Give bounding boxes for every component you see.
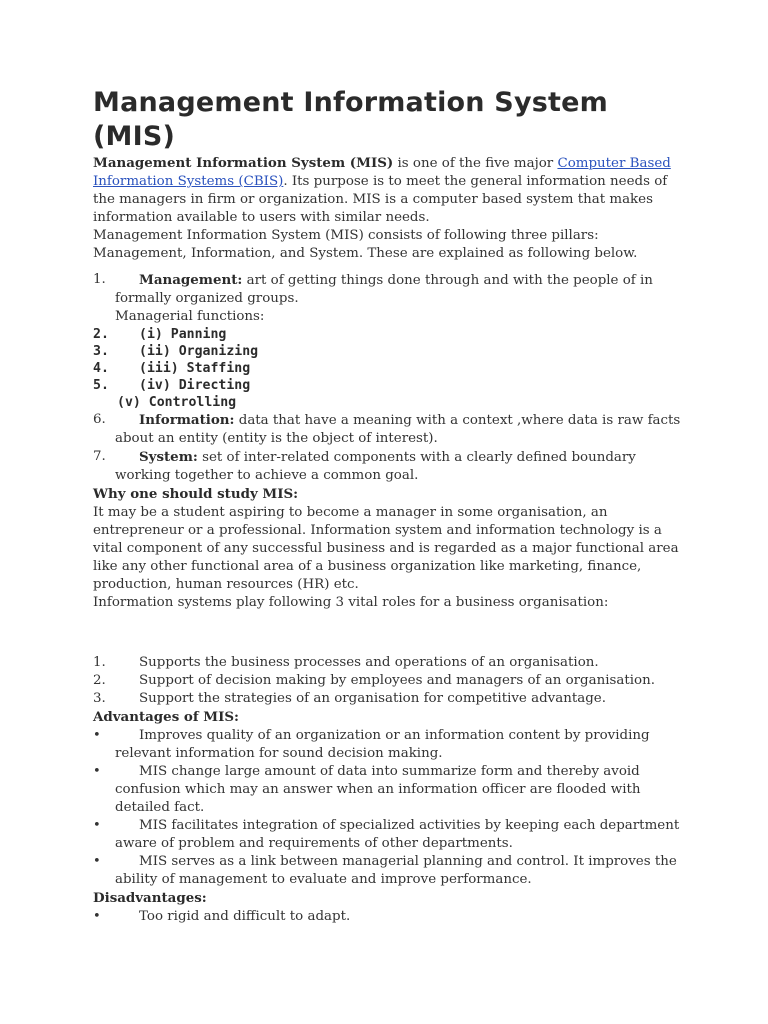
list-marker: 7. bbox=[93, 449, 106, 464]
list-marker: 1. bbox=[93, 272, 106, 287]
role-item bbox=[93, 690, 683, 708]
bullet-icon: • bbox=[93, 764, 101, 779]
list-marker: 3. bbox=[93, 691, 106, 706]
why-heading: Why one should study MIS: bbox=[93, 486, 299, 502]
advantage-item bbox=[93, 727, 683, 763]
function-label: (i) Panning bbox=[139, 327, 227, 342]
desc-information: data that have a meaning with a context ,where data is raw facts about an entity (entity is the object of interest). bbox=[115, 413, 681, 446]
intro-text-1: is one of the five major bbox=[393, 156, 558, 171]
role-item bbox=[93, 672, 683, 690]
disadvantage-item bbox=[93, 908, 683, 926]
advantage-item bbox=[93, 853, 683, 889]
pillars-paragraph: Management Information System (MIS) consists of following three pillars: Management, Information, and System. These are explained as following below. bbox=[93, 228, 638, 261]
list-item-management bbox=[93, 271, 683, 326]
advantage-text: Improves quality of an organization or an information content by providing relevant information for sound decision making. bbox=[115, 728, 650, 761]
function-item bbox=[93, 360, 683, 377]
document-page bbox=[93, 86, 683, 926]
function-label: (iii) Staffing bbox=[139, 361, 251, 376]
advantages-heading: Advantages of MIS: bbox=[93, 709, 239, 725]
list-marker: 5. bbox=[93, 378, 109, 393]
function-label: (ii) Organizing bbox=[139, 344, 259, 359]
intro-bold-lead: Management Information System (MIS) bbox=[93, 155, 394, 171]
role-text: Support of decision making by employees and managers of an organisation. bbox=[139, 673, 655, 688]
disadvantage-text: Too rigid and difficult to adapt. bbox=[139, 909, 351, 924]
role-text: Support the strategies of an organisation for competitive advantage. bbox=[139, 691, 606, 706]
bullet-icon: • bbox=[93, 728, 101, 743]
intro-paragraph bbox=[93, 154, 683, 227]
advantage-item bbox=[93, 763, 683, 817]
advantage-text: MIS change large amount of data into summarize form and thereby avoid confusion which may an answer when an information officer are flooded with detailed fact. bbox=[115, 764, 641, 815]
function-item-last: (v) Controlling bbox=[117, 395, 237, 410]
list-marker: 2. bbox=[93, 673, 106, 688]
function-item bbox=[93, 377, 683, 394]
bullet-icon: • bbox=[93, 909, 101, 924]
term-information: Information: bbox=[139, 412, 235, 428]
function-item bbox=[93, 343, 683, 360]
functions-list bbox=[93, 326, 683, 411]
role-text: Supports the business processes and operations of an organisation. bbox=[139, 655, 599, 670]
function-item bbox=[93, 326, 683, 343]
cbis-link[interactable]: Computer Based Information Systems (CBIS) bbox=[93, 156, 671, 189]
list-marker: 2. bbox=[93, 327, 109, 342]
roles-intro: Information systems play following 3 vital roles for a business organisation: bbox=[93, 595, 609, 610]
advantage-text: MIS serves as a link between managerial planning and control. It improves the ability of management to evaluate and improve performance. bbox=[115, 854, 677, 887]
advantage-text: MIS facilitates integration of specialized activities by keeping each department aware of problem and requirements of other departments. bbox=[115, 818, 680, 851]
list-item-system bbox=[93, 448, 683, 485]
bullet-icon: • bbox=[93, 818, 101, 833]
managerial-functions-label: Managerial functions: bbox=[115, 309, 265, 324]
term-system: System: bbox=[139, 449, 198, 465]
list-marker: 1. bbox=[93, 655, 106, 670]
bullet-icon: • bbox=[93, 854, 101, 869]
list-marker: 3. bbox=[93, 344, 109, 359]
why-paragraph: It may be a student aspiring to become a manager in some organisation, an entrepreneur or a professional. Information system and information technology is a vital component of any successful business and is regarded as a major functional area like any other functional area of a business organization like marketing, finance, production, human resources (HR) etc. bbox=[93, 505, 679, 592]
list-item-information bbox=[93, 411, 683, 448]
desc-management: art of getting things done through and with the people of in formally organized groups. bbox=[115, 273, 653, 306]
intro-text-2: . Its purpose is to meet the general information needs of the managers in firm or organization. MIS is a computer based system that makes information available to users with similar needs. bbox=[93, 174, 668, 225]
function-label: (iv) Directing bbox=[139, 378, 251, 393]
disadvantages-heading: Disadvantages: bbox=[93, 890, 207, 906]
term-management: Management: bbox=[139, 272, 243, 288]
advantage-item bbox=[93, 817, 683, 853]
role-item bbox=[93, 654, 683, 672]
desc-system: set of inter-related components with a clearly defined boundary working together to achieve a common goal. bbox=[115, 450, 636, 483]
page-title: Management Information System (MIS) bbox=[93, 87, 608, 152]
list-marker: 4. bbox=[93, 361, 109, 376]
list-marker: 6. bbox=[93, 412, 106, 427]
